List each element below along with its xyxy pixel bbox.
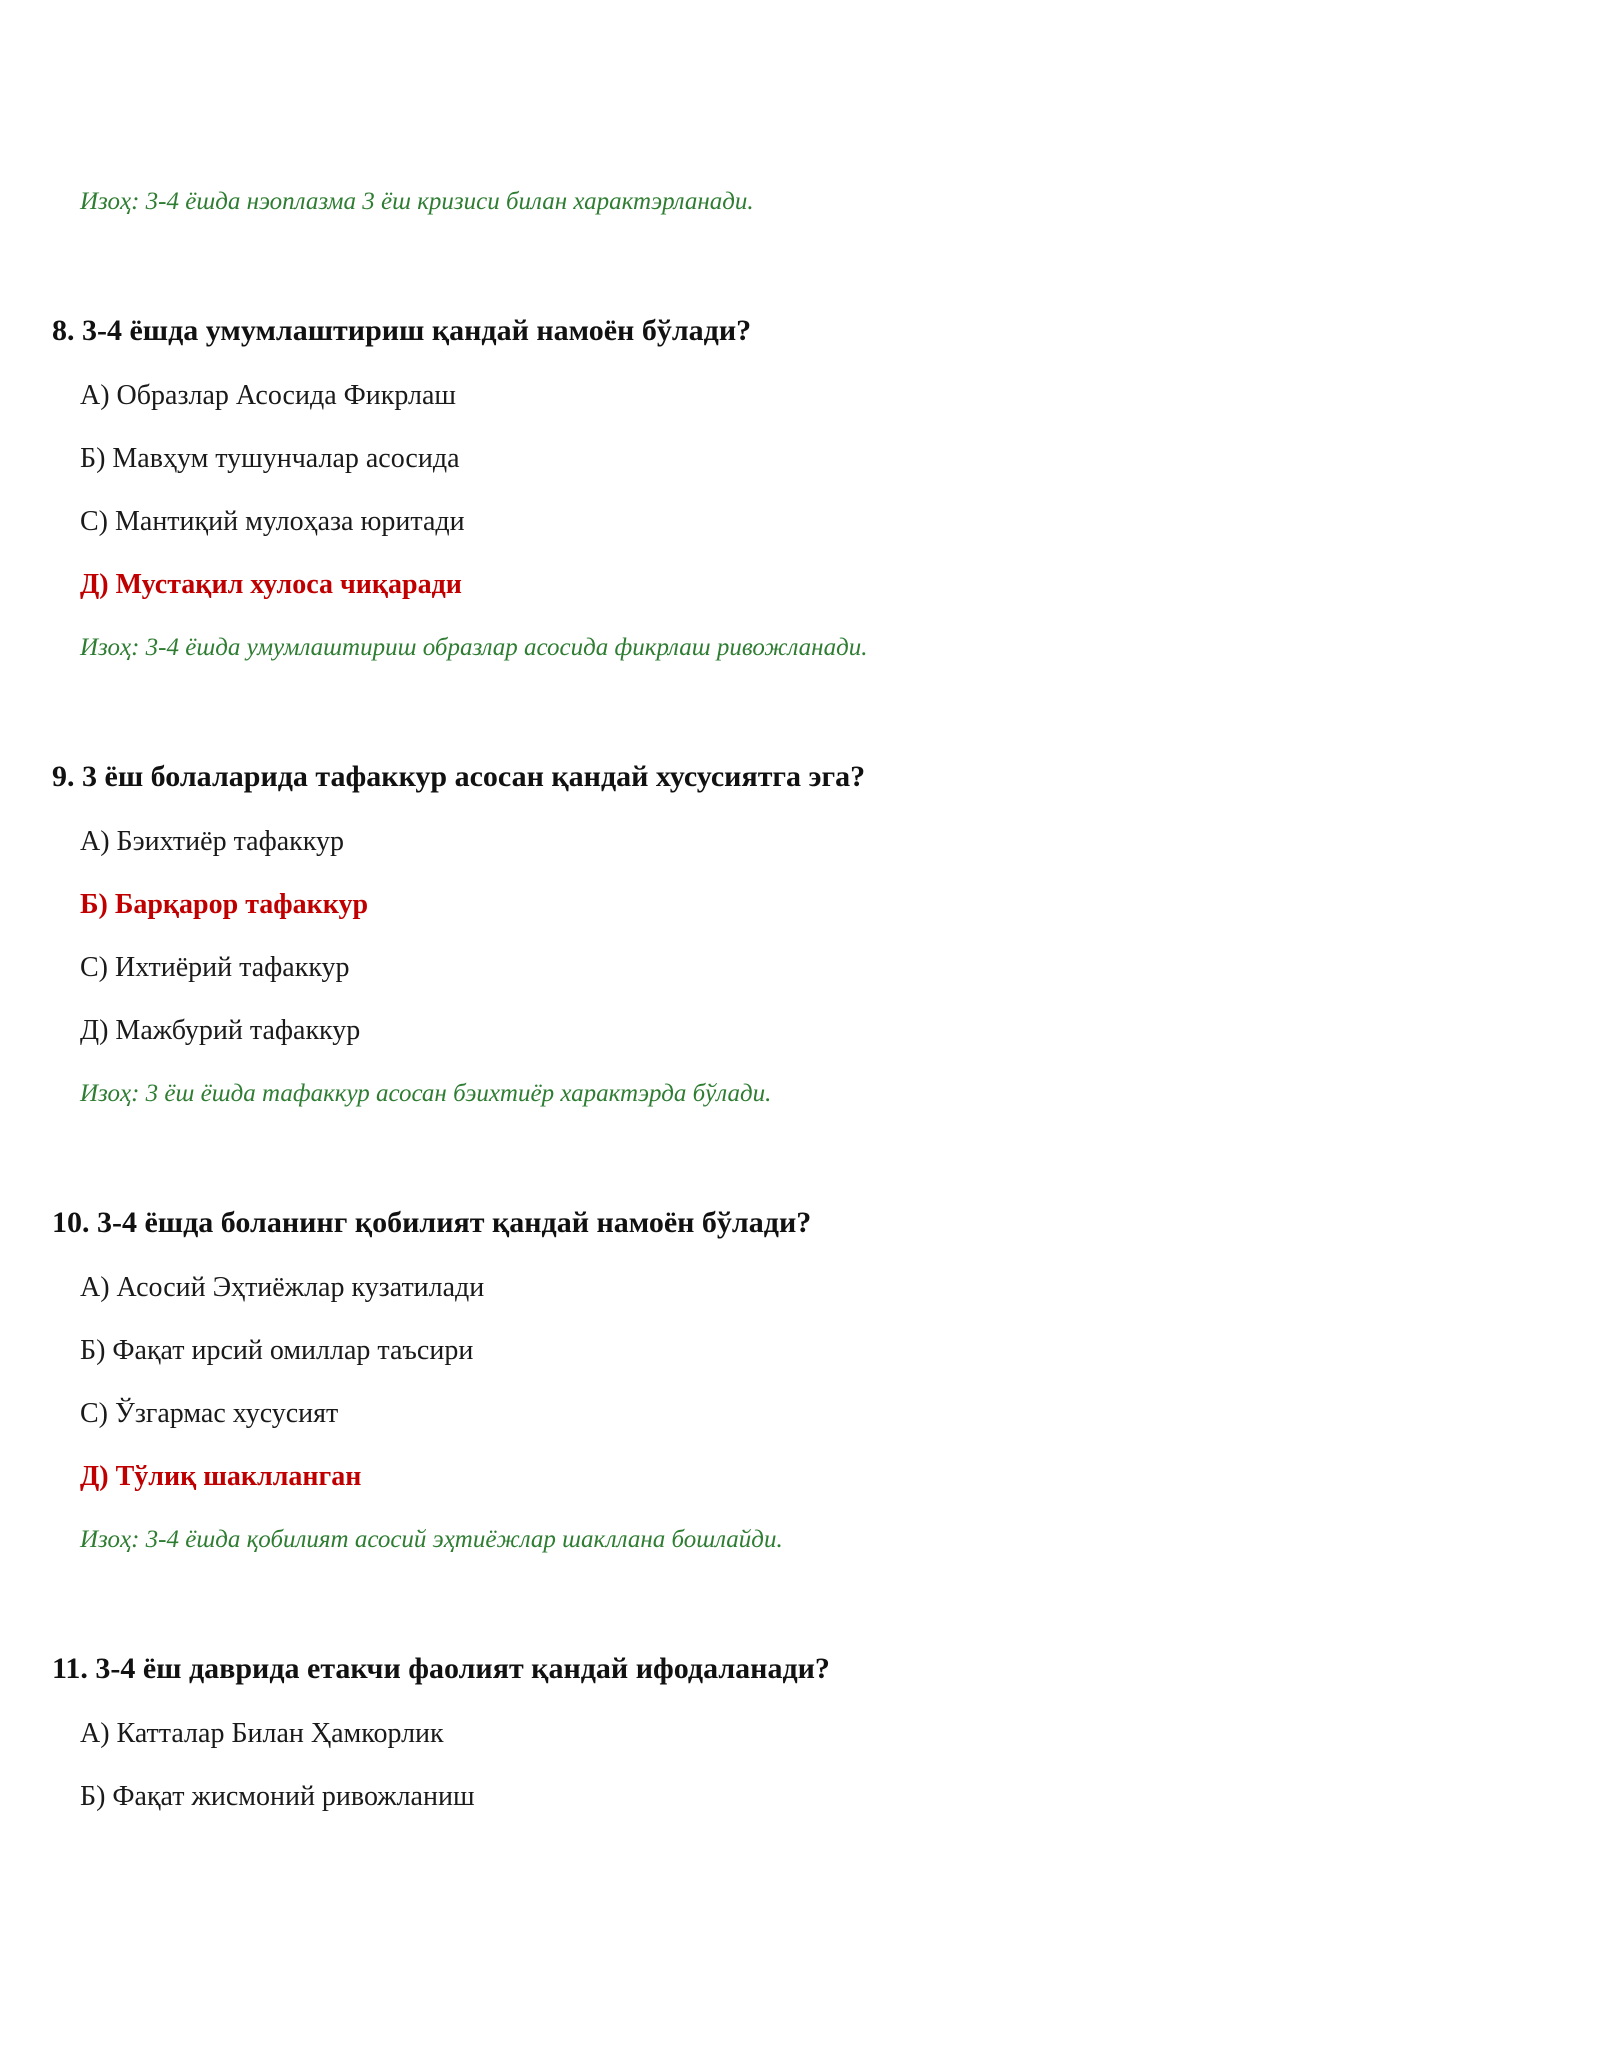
q9-note: Изоҳ: 3 ёш ёшда тафаккур асосан бэихтиёр характэрда бўлади. <box>80 1080 772 1107</box>
q10-option-c: С) Ўзгармас хусусият <box>80 1398 339 1429</box>
question-9-title: 9. 3 ёш болаларида тафаккур асосан қандай хусусиятга эга? <box>52 760 866 793</box>
q11-option-a: А) Катталар Билан Ҳамкорлик <box>80 1718 444 1749</box>
q8-option-b: Б) Мавҳум тушунчалар асосида <box>80 443 460 474</box>
q9-option-a: А) Бэихтиёр тафаккур <box>80 826 344 857</box>
question-11-title: 11. 3-4 ёш даврида етакчи фаолият қандай ифодаланади? <box>52 1652 830 1685</box>
q8-option-c: С) Мантиқий мулоҳаза юритади <box>80 506 465 537</box>
q10-note: Изоҳ: 3-4 ёшда қобилият асосий эҳтиёжлар шакллана бошлайди. <box>80 1526 783 1553</box>
question-10-title: 10. 3-4 ёшда боланинг қобилият қандай намоён бўлади? <box>52 1206 812 1239</box>
q10-option-b: Б) Фақат ирсий омиллар таъсири <box>80 1335 474 1366</box>
q11-option-b: Б) Фақат жисмоний ривожланиш <box>80 1781 475 1812</box>
q10-option-a: А) Асосий Эҳтиёжлар кузатилади <box>80 1272 485 1303</box>
question-8-title: 8. 3-4 ёшда умумлаштириш қандай намоён бўлади? <box>52 314 752 347</box>
q8-note: Изоҳ: 3-4 ёшда умумлаштириш образлар асосида фикрлаш ривожланади. <box>80 634 868 661</box>
q8-option-d-correct: Д) Мустақил хулоса чиқаради <box>80 569 462 600</box>
q9-option-d: Д) Мажбурий тафаккур <box>80 1015 361 1046</box>
q9-option-c: С) Ихтиёрий тафаккур <box>80 952 350 983</box>
q10-option-d-correct: Д) Тўлиқ шаклланган <box>80 1461 362 1492</box>
top-note: Изоҳ: 3-4 ёшда нэоплазма 3 ёш кризиси билан характэрланади. <box>80 188 754 215</box>
q9-option-b-correct: Б) Барқарор тафаккур <box>80 889 369 920</box>
q8-option-a: А) Образлар Асосида Фикрлаш <box>80 380 456 411</box>
